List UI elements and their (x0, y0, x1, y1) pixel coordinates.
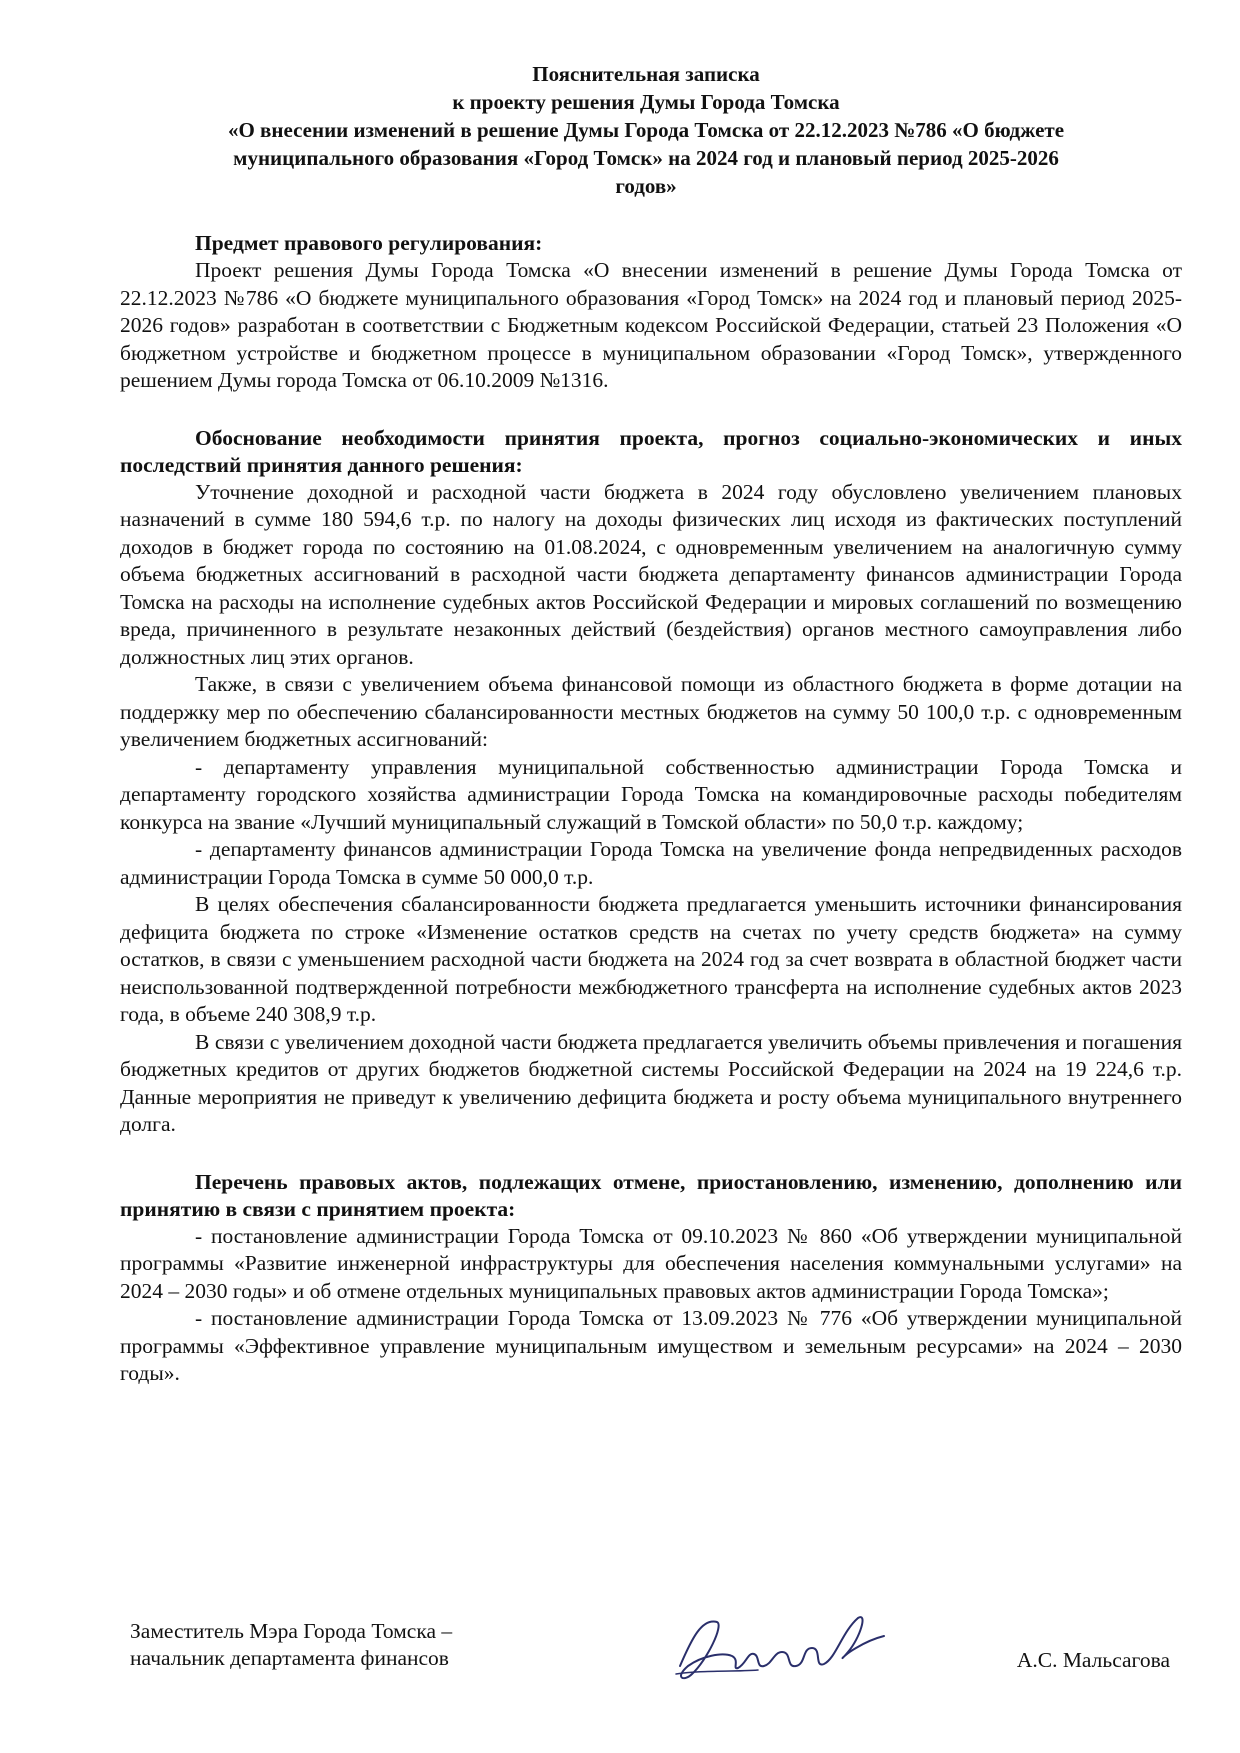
list-item: - постановление администрации Города Томска от 13.09.2023 № 776 «Об утверждении муниципальной программы «Эффективное управление муниципальным имуществом и земельным ресурсами» на 2024 – 2030 годы». (120, 1306, 1182, 1385)
list-item: - постановление администрации Города Томска от 09.10.2023 № 860 «Об утверждении муниципальной программы «Развитие инженерной инфраструктуры для обеспечения населения коммунальными услугами» на 2024 – 2030 годы» и об отмене отдельных муниципальных правовых актов администрации Города Томска»; (120, 1223, 1182, 1303)
title-line-1: Пояснительная записка (532, 62, 760, 86)
section-justification (120, 425, 1182, 1139)
list-item: - департаменту финансов администрации Города Томска на увеличение фонда непредвиденных расходов администрации Города Томска в сумме 50 000,0 т.р. (120, 837, 1182, 889)
section-heading: Перечень правовых актов, подлежащих отмене, приостановлению, изменению, дополнению или принятию в связи с принятием проекта: (120, 1169, 1182, 1221)
list-item: - департаменту управления муниципальной собственностью администрации Города Томска и департаменту городского хозяйства администрации Города Томска на командировочные расходы победителям конкурса на звание «Лучший муниципальный служащий в Томской области» по 50,0 т.р. каждому; (120, 754, 1182, 834)
paragraph: В связи с увеличением доходной части бюджета предлагается увеличить объемы привлечения и погашения бюджетных кредитов от других бюджетов бюджетной системы Российской Федерации на 2024 на 19 224,6 т.р. Данные мероприятия не приведут к увеличению дефицита бюджета и росту объема муниципального внутреннего долга. (120, 1029, 1182, 1136)
paragraph: Уточнение доходной и расходной части бюджета в 2024 году обусловлено увеличением плановых назначений в сумме 180 594,6 т.р. по налогу на доходы физических лиц исходя из фактических поступлений доходов в бюджет города по состоянию на 01.08.2024, с одновременным увеличением на аналогичную сумму объема бюджетных ассигнований в расходной части бюджета департаменту финансов администрации Города Томска на расходы на исполнение судебных актов Российской Федерации и мировых соглашений по возмещению вреда, причиненного в результате незаконных действий (бездействия) органов местного самоуправления либо должностных лиц этих органов. (120, 479, 1182, 669)
paragraph: Проект решения Думы Города Томска «О внесении изменений в решение Думы Города Томска от 22.12.2023 №786 «О бюджете муниципального образования «Город Томск» на 2024 год и плановый период 2025-2026 годов» разработан в соответствии с Бюджетным кодексом Российской Федерации, статьей 23 Положения «О бюджетном устройстве и бюджетном процессе в муниципальном образовании «Город Томск», утвержденного решением Думы города Томска от 06.10.2009 №1316. (120, 258, 1182, 392)
section-legal-acts (120, 1169, 1182, 1388)
document-title (110, 60, 1182, 200)
title-line-2: к проекту решения Думы Города Томска (452, 90, 840, 114)
signatory-name: А.С. Мальсагова (1016, 1648, 1170, 1672)
signature-block (130, 1608, 1190, 1688)
paragraph: В целях обеспечения сбалансированности бюджета предлагается уменьшить источники финансирования дефицита бюджета по строке «Изменение остатков средств на счетах по учету средств бюджета» на сумму остатков, в связи с уменьшением расходной части бюджета на 2024 год за счет возврата в областной бюджет части неиспользованной подтвержденной потребности межбюджетного трансферта на исполнение судебных актов 2023 года, в объеме 240 308,9 т.р. (120, 892, 1182, 1026)
section-heading: Предмет правового регулирования: (195, 231, 543, 255)
paragraph: Также, в связи с увеличением объема финансовой помощи из областного бюджета в форме дотации на поддержку мер по обеспечению сбалансированности местных бюджетов на сумму 50 100,0 т.р. с одновременным увеличением бюджетных ассигнований: (120, 672, 1182, 751)
signatory-position-line-2: начальник департамента финансов (130, 1646, 449, 1670)
title-line-4: муниципального образования «Город Томск» на 2024 год и плановый период 2025-2026 (233, 146, 1059, 170)
signatory-position-line-1: Заместитель Мэра Города Томска – (130, 1619, 453, 1643)
signatory-position (130, 1618, 452, 1672)
section-heading: Обоснование необходимости принятия проекта, прогноз социально-экономических и иных последствий принятия данного решения: (120, 425, 1182, 477)
section-subject (120, 230, 1182, 395)
handwritten-signature (662, 1608, 892, 1688)
title-line-3: «О внесении изменений в решение Думы Города Томска от 22.12.2023 №786 «О бюджете (227, 118, 1065, 142)
title-line-5: годов» (615, 174, 677, 198)
